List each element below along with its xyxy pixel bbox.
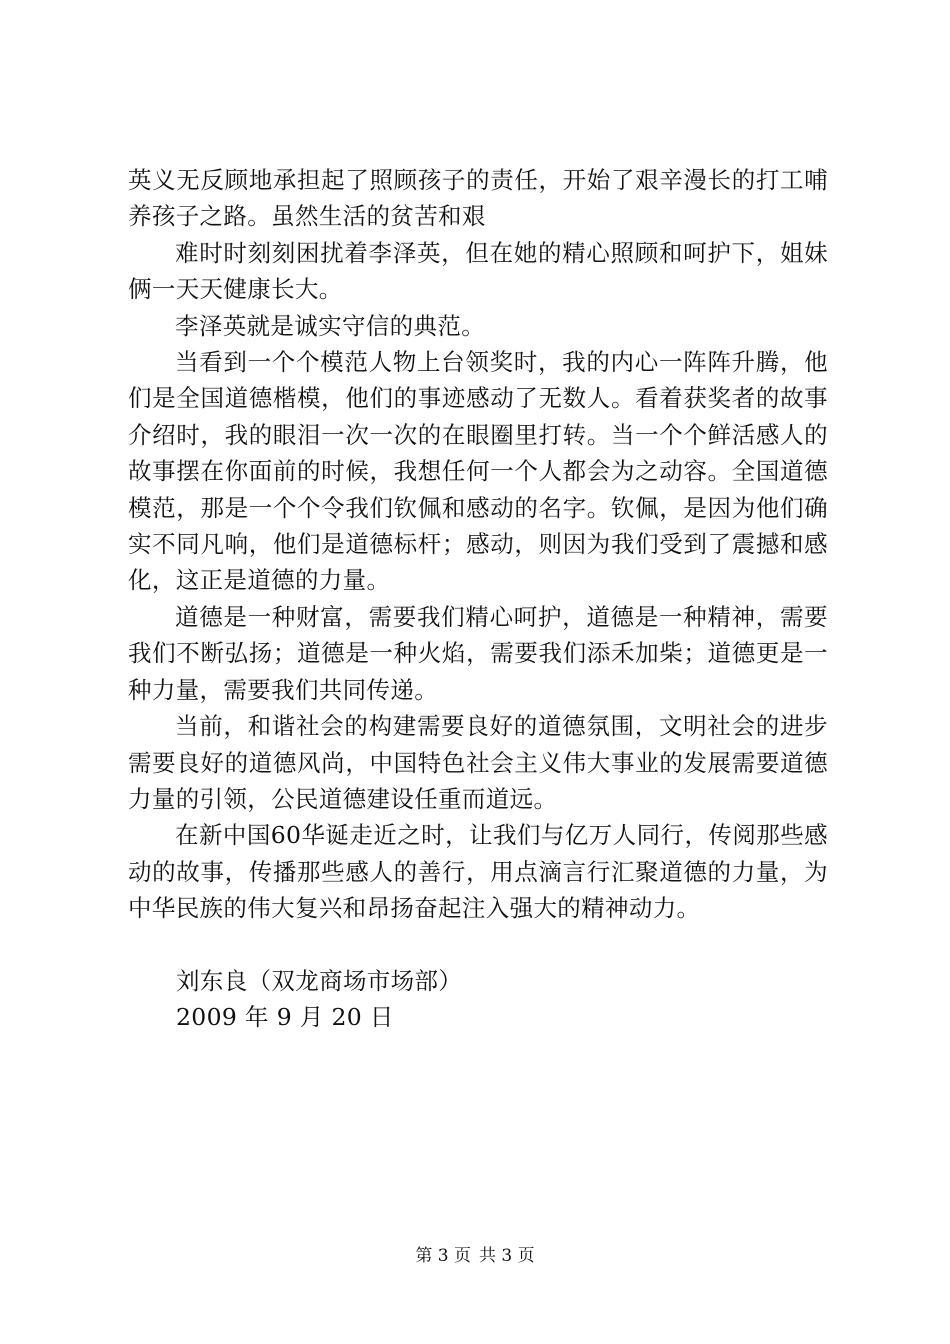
paragraph-continued: 英义无反顾地承担起了照顾孩子的责任，开始了艰辛漫长的打工哺养孩子之路。虽然生活的贫苦和艰 — [128, 166, 828, 231]
document-body — [128, 162, 828, 1035]
paragraph: 李泽英就是诚实守信的典范。 — [175, 311, 486, 340]
page-total: 共 3 页 — [479, 1246, 535, 1266]
page-footer — [0, 1244, 950, 1268]
signature-date: 2009 年 9 月 20 日 — [176, 1002, 394, 1031]
paragraph: 道德是一种财富，需要我们精心呵护，道德是一种精神，需要我们不断弘扬；道德是一种火焰，需要我们添禾加柴；道德更是一种力量，需要我们共同传递。 — [128, 602, 828, 704]
page-number: 第 3 页 — [415, 1246, 471, 1266]
paragraph-spacer — [128, 927, 828, 963]
paragraph: 难时时刻刻困扰着李泽英，但在她的精心照顾和呵护下，姐妹俩一天天健康长大。 — [128, 238, 828, 304]
paragraph: 当前，和谐社会的构建需要良好的道德氛围，文明社会的进步需要良好的道德风尚，中国特色社会主义伟大事业的发展需要道德力量的引领，公民道德建设任重而道远。 — [128, 712, 828, 813]
signature-author: 刘东良（双龙商场市场部） — [176, 966, 463, 995]
paragraph: 在新中国60华诞走近之时，让我们与亿万人同行，传阅那些感动的故事，传播那些感人的善行，用点滴言行汇聚道德的力量，为中华民族的伟大复兴和昂扬奋起注入强大的精神动力。 — [128, 821, 828, 923]
paragraph: 当看到一个个模范人物上台领奖时，我的内心一阵阵升腾，他们是全国道德楷模，他们的事迹感动了无数人。看着获奖者的故事介绍时，我的眼泪一次一次的在眼圈里打转。当一个个鲜活感人的故事摆在你面前的时候，我想任何一个人都会为之动容。全国道德模范，那是一个个令我们钦佩和感动的名字。钦佩，是因为他们确实不同凡响，他们是道德标杆；感动，则因为我们受到了震撼和感化，这正是道德的力量。 — [128, 348, 828, 595]
